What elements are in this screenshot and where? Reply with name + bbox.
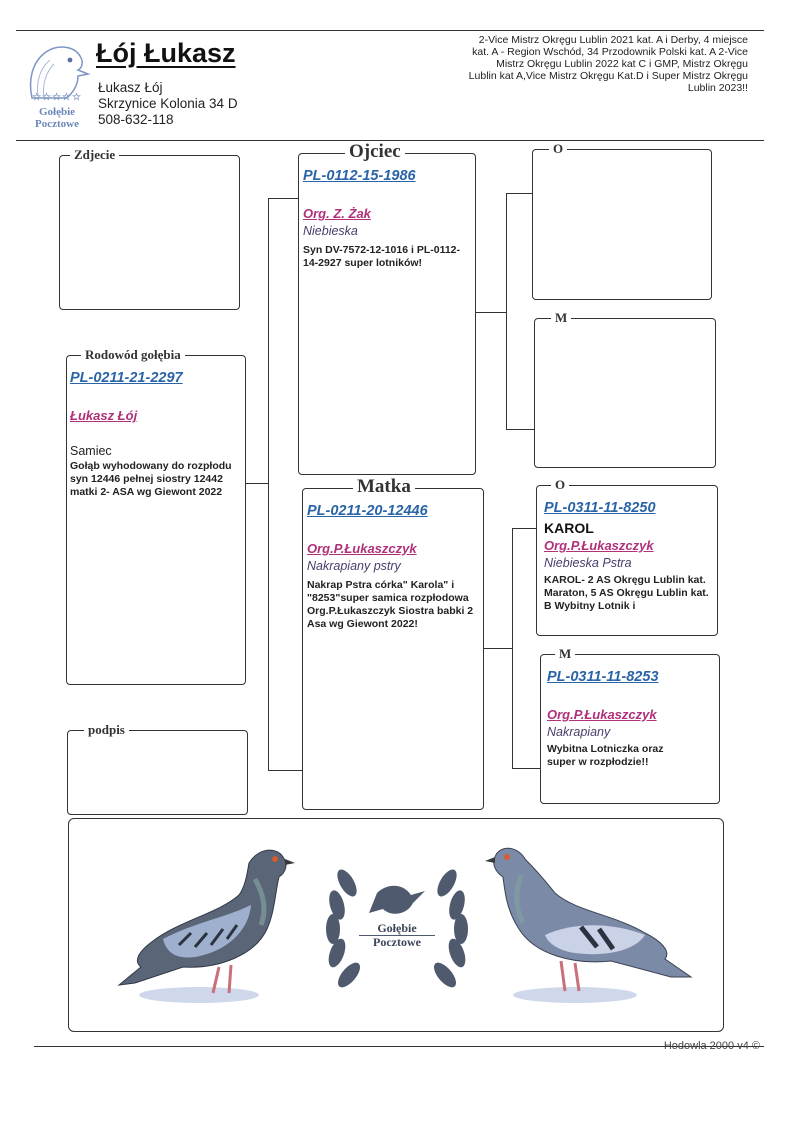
connector — [506, 429, 534, 430]
connector — [476, 312, 506, 313]
subject-sex: Samiec — [70, 444, 112, 458]
photo-box — [59, 147, 240, 310]
mother-box — [302, 476, 484, 810]
breeder-name: Łój Łukasz — [96, 38, 236, 68]
connector — [268, 198, 298, 199]
connector — [512, 768, 540, 769]
connector — [246, 483, 268, 484]
logo-text-line2: Pocztowe — [35, 118, 79, 130]
father-box — [298, 141, 476, 475]
logo-stars: ☆☆☆☆☆ — [32, 92, 82, 103]
photo-legend: Zdjecie — [70, 147, 119, 163]
header-top-rule — [16, 30, 764, 31]
father-ring: PL-0112-15-1986 — [303, 168, 416, 184]
mf-note: KAROL- 2 AS Okręgu Lublin kat. Maraton, 5 AS Okręgu Lublin kat. B Wybitny Lotnik i — [544, 574, 709, 612]
mf-box — [536, 477, 718, 636]
mother-ring: PL-0211-20-12446 — [307, 503, 428, 519]
subject-note: Gołąb wyhodowany do rozpłodu syn 12446 pełnej siostry 12442 matki 2- ASA wg Giewont 2022 — [70, 460, 232, 498]
fm-legend: M — [551, 310, 571, 326]
connector — [484, 648, 512, 649]
signature-legend: podpis — [84, 722, 129, 738]
achievements: 2-Vice Mistrz Okręgu Lublin 2021 kat. A i Derby, 4 miejsce kat. A - Region Wschód, 34 Przodownik Polski kat. A 2-Vice Mistrz Okręgu Lublin 2022 kat C i GMP, Mistrz Okręgu Lublin kat A,Vice Mistrz Okręgu Kat.D i Super Mistrz Okręgu Lublin 2023!! — [468, 34, 748, 94]
subject-owner: Łukasz Łój — [70, 408, 138, 423]
mf-name: KAROL — [544, 520, 594, 536]
footer-rule — [34, 1046, 764, 1047]
pigeon-right-icon — [485, 831, 705, 1011]
ff-legend: O — [549, 141, 567, 157]
mother-owner: Org.P.Łukaszczyk — [307, 541, 417, 556]
connector — [268, 770, 302, 771]
mm-owner: Org.P.Łukaszczyk — [547, 707, 657, 722]
connector — [268, 198, 269, 770]
mm-box — [540, 646, 720, 804]
father-note: Syn DV-7572-12-1016 i PL-0112-14-2927 super lotników! — [303, 244, 461, 269]
footer-text: Hodowla 2000 v4 © — [663, 1040, 760, 1052]
phone: 508-632-118 — [98, 112, 174, 127]
connector — [512, 528, 536, 529]
mm-legend: M — [555, 646, 575, 662]
logo — [22, 40, 92, 132]
subject-legend: Rodowód gołębia — [81, 347, 185, 363]
father-legend: Ojciec — [345, 141, 405, 163]
contact-block — [98, 80, 238, 128]
connector — [506, 193, 532, 194]
decorative-panel — [68, 818, 724, 1032]
mother-color: Nakrapiany pstry — [307, 559, 401, 573]
father-owner: Org. Z. Żak — [303, 206, 371, 221]
ff-box — [532, 141, 712, 300]
fm-box — [534, 310, 716, 468]
signature-box — [67, 722, 248, 815]
mf-ring: PL-0311-11-8250 — [544, 500, 656, 516]
subject-box — [66, 347, 246, 685]
mm-note: Wybitna Lotniczka oraz super w rozpłodzie!! — [547, 743, 664, 768]
mother-note: Nakrap Pstra córka" Karola" i "8253"super samica rozpłodowa Org.P.Łukaszczyk Siostra babki 2 Asa wg Giewont 2022! — [307, 579, 474, 630]
connector — [512, 528, 513, 768]
emblem-text-line2: Pocztowe — [373, 935, 421, 949]
subject-ring: PL-0211-21-2297 — [70, 370, 183, 386]
pigeon-left-icon — [99, 833, 299, 1008]
mf-owner: Org.P.Łukaszczyk — [544, 538, 654, 553]
mf-legend: O — [551, 477, 569, 493]
mm-color: Nakrapiany — [547, 725, 611, 739]
connector — [506, 193, 507, 429]
logo-text-line1: Gołębie — [38, 106, 76, 118]
mother-legend: Matka — [353, 476, 415, 498]
address: Skrzynice Kolonia 34 D — [98, 96, 238, 111]
mm-ring: PL-0311-11-8253 — [547, 669, 659, 685]
mf-color: Niebieska Pstra — [544, 556, 632, 570]
owner-name: Łukasz Łój — [98, 80, 163, 95]
emblem-text-line1: Gołębie — [377, 921, 417, 935]
father-color: Niebieska — [303, 224, 358, 238]
